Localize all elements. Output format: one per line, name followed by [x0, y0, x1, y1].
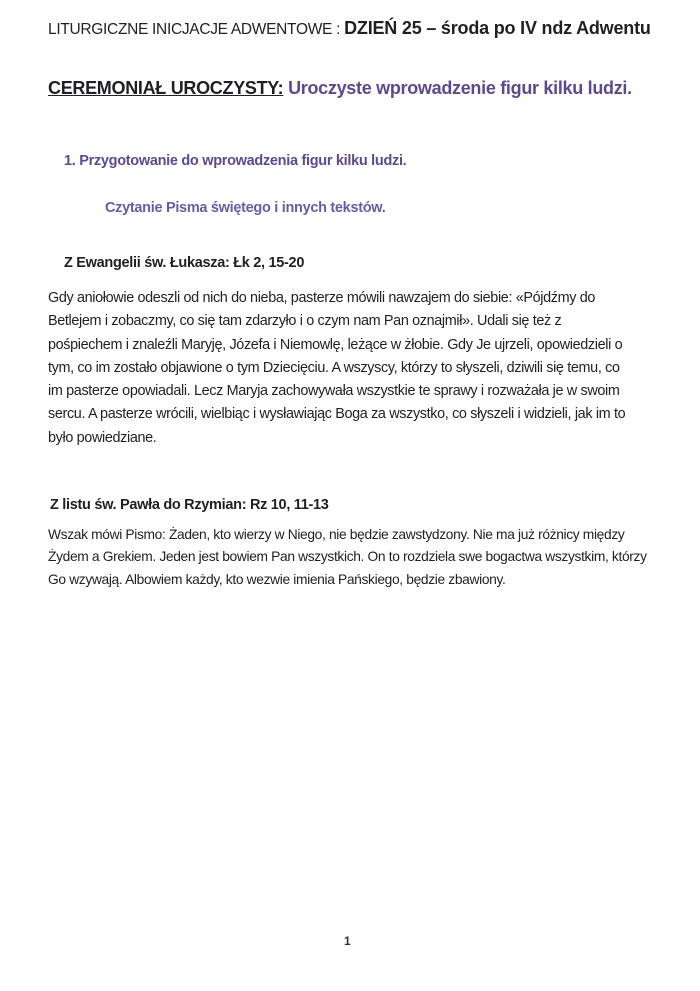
reading-2-line: Go wzywają. Albowiem każdy, kto wezwie imienia Pańskiego, będzie zbawiony. [48, 571, 506, 587]
page-number: 1 [344, 934, 351, 948]
reading-1-line: sercu. A pasterze wrócili, wielbiąc i wysławiając Boga za wszystko, co słyszeli i widzieli, jak im to [48, 406, 626, 423]
ceremonial-label: CEREMONIAŁ UROCZYSTY: [48, 78, 284, 98]
reading-1-line: im pasterze opowiadali. Lecz Maryja zachowywała wszystkie te sprawy i rozważała je w swoim [48, 383, 620, 400]
reading-1-text [48, 287, 688, 450]
title-prefix: LITURGICZNE INICJACJE ADWENTOWE : [48, 21, 345, 38]
reading-2-reference: Z listu św. Pawła do Rzymian: Rz 10, 11-13 [50, 497, 329, 513]
reading-2-text [48, 524, 688, 591]
ceremonial-text: Uroczyste wprowadzenie figur kilku ludzi. [283, 78, 632, 98]
document-title [48, 18, 651, 39]
reading-2-line: Żydem a Grekiem. Jeden jest bowiem Pan wszystkich. On to rozdziela swe bogactwa wszystkim, którzy [48, 549, 647, 565]
section-subheading: Czytanie Pisma świętego i innych tekstów. [105, 200, 386, 216]
reading-2-line: Wszak mówi Pismo: Żaden, kto wierzy w Niego, nie będzie zawstydzony. Nie ma już różnicy między [48, 527, 625, 542]
ceremonial-heading [48, 78, 632, 99]
reading-1-line: tym, co im zostało objawione o tym Dziecięciu. A wszyscy, którzy to słyszeli, dziwili się temu, co [48, 359, 620, 376]
reading-1-line: pośpiechem i znaleźli Maryję, Józefa i Niemowlę, leżące w żłobie. Gdy Je ujrzeli, opowiedzieli o [48, 336, 623, 353]
reading-1-reference: Z Ewangelii św. Łukasza: Łk 2, 15-20 [64, 255, 305, 271]
reading-1-line: było powiedziane. [48, 429, 157, 446]
reading-1-line: Gdy aniołowie odeszli od nich do nieba, pasterze mówili nawzajem do siebie: «Pójdźmy do [48, 290, 596, 306]
reading-1-line: Betlejem i zobaczmy, co się tam zdarzyło i o czym nam Pan oznajmił». Udali się też z [48, 313, 562, 330]
title-day: DZIEŃ 25 – środa po IV ndz Adwentu [344, 18, 651, 38]
section-item-1: 1. Przygotowanie do wprowadzenia figur kilku ludzi. [64, 153, 407, 169]
